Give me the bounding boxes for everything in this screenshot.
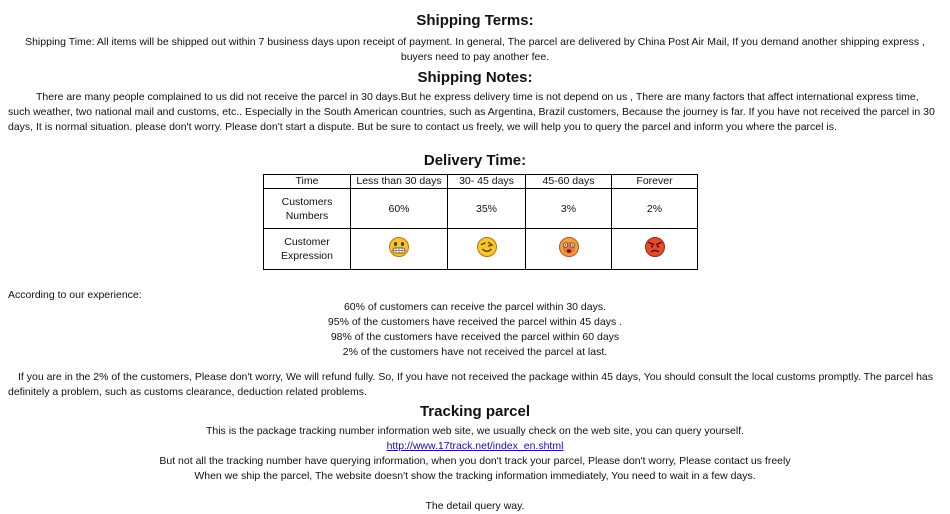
header-45-60: 45-60 days <box>526 175 612 189</box>
label-line-2: Numbers <box>285 209 329 222</box>
list-item: 98% of the customers have received the parcel within 60 days <box>330 331 620 343</box>
label-line-2: Expression <box>281 250 333 262</box>
value-forever: 2% <box>612 189 698 229</box>
list-item: 2% of the customers have not received the parcel at last. <box>342 346 608 358</box>
shipping-terms-line-2: buyers need to pay another fee. <box>400 51 550 63</box>
table-header-row <box>264 175 698 189</box>
label-line-1: Customers <box>281 195 333 208</box>
customer-expression-label <box>264 229 351 270</box>
winking-face-icon <box>476 236 498 258</box>
customers-numbers-label <box>264 189 351 229</box>
header-30-45: 30- 45 days <box>448 175 526 189</box>
shipping-terms-heading: Shipping Terms: <box>416 12 534 29</box>
shipping-terms-text <box>10 35 940 65</box>
shipping-notes-heading: Shipping Notes: <box>417 69 533 86</box>
tracking-heading: Tracking parcel <box>419 403 531 420</box>
delivery-time-heading: Delivery Time: <box>423 152 527 169</box>
value-less-30: 60% <box>351 189 448 229</box>
tracking-line-3: When we ship the parcel, The website doesn't show the tracking information immediately, You need to wait in a few days. <box>194 470 756 482</box>
tracking-line-2: But not all the tracking number have querying information, when you don't track your parcel, Please don't worry, Please contact us freely <box>159 455 791 467</box>
delivery-time-table <box>263 174 698 270</box>
tracking-line-4: The detail query way. <box>425 500 525 512</box>
tracking-line-1: This is the package tracking number information web site, we usually check on the web site, you can query yourself. <box>205 425 745 437</box>
refund-text: If you are in the 2% of the customers, Please don't worry, We will refund fully. So, If you have not received the package within 45 days, You should consult the local customs promptly. The parcel has definitely a problem, such as customs clearance, deduction related problems. <box>8 371 934 398</box>
tracking-text <box>0 424 950 514</box>
dizzy-face-icon <box>558 236 580 258</box>
shipping-terms-line-1: Shipping Time: All items will be shipped out within 7 business days upon receipt of payment. In general, The parcel are delivered by China Post Air Mail, If you demand another shipping express , <box>25 36 925 48</box>
table-row-customers <box>264 189 698 229</box>
expression-cell <box>351 229 448 270</box>
list-item: 60% of customers can receive the parcel within 30 days. <box>343 301 607 313</box>
expression-cell <box>448 229 526 270</box>
experience-intro: According to our experience: <box>8 289 142 301</box>
grinning-face-icon <box>388 236 410 258</box>
shipping-notes-text: There are many people complained to us did not receive the parcel in 30 days.But he express delivery time is not depend on us , There are many factors that affect international express time, such weather, two national mail and customs, etc.. Especially in the South American countries, such as Argentina, Brazil customers, Because the journey is far. If you have not received the parcel in 30 days, It is normal situation. please don't worry. Please don't start a dispute. But be sure to contact us freely, we will help you to query the parcel and inform you where the parcel is. <box>8 91 935 133</box>
header-forever: Forever <box>612 175 698 189</box>
value-30-45: 35% <box>448 189 526 229</box>
expression-cell <box>526 229 612 270</box>
list-item: 95% of the customers have received the parcel within 45 days . <box>327 316 623 328</box>
value-45-60: 3% <box>526 189 612 229</box>
tracking-link[interactable]: http://www.17track.net/index_en.shtml <box>386 440 564 452</box>
label-line-1: Customer <box>284 236 330 248</box>
experience-list <box>0 300 950 360</box>
header-time: Time <box>264 175 351 189</box>
table-row-expression <box>264 229 698 270</box>
header-less-30: Less than 30 days <box>351 175 448 189</box>
expression-cell <box>612 229 698 270</box>
angry-face-icon <box>644 236 666 258</box>
